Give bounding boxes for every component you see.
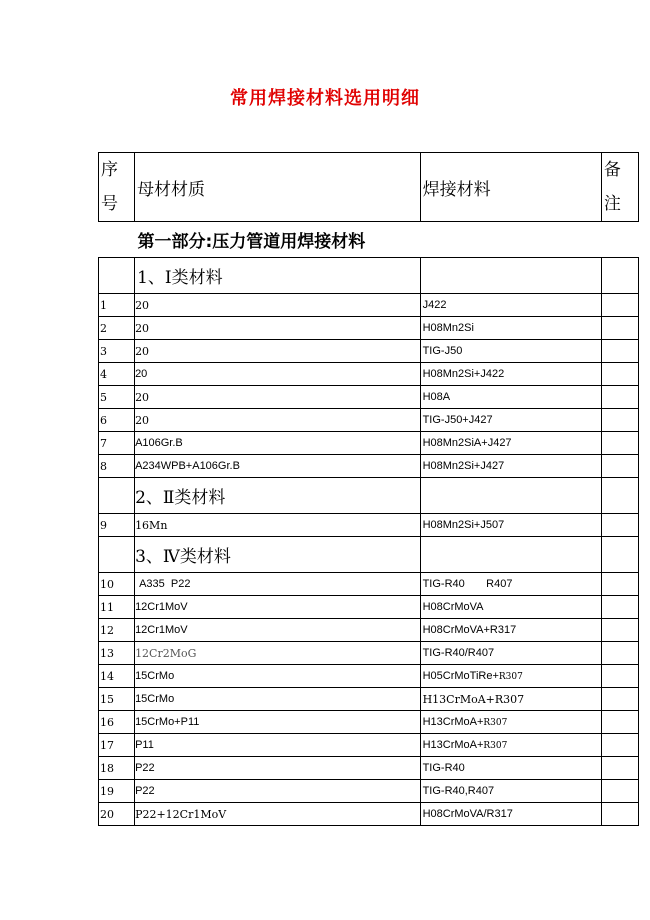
table-header-row	[99, 153, 639, 222]
category-1-label: 1、Ⅰ类材料	[135, 258, 421, 294]
table-row: 13 12Cr2MoG TIG-R40/R407	[99, 642, 639, 665]
category-2-label: 2、Ⅱ类材料	[135, 478, 421, 514]
table-row: 3 20 TIG-J50	[99, 340, 639, 363]
header-weld-material: 焊接材料	[420, 153, 601, 222]
table-row: 5 20 H08A	[99, 386, 639, 409]
table-row: 12 12Cr1MoV H08CrMoVA+R317	[99, 619, 639, 642]
header-base-material: 母材材质	[135, 153, 421, 222]
header-note: 备 注	[601, 153, 638, 222]
table-row: 14 15CrMo H05CrMoTiRe+R307	[99, 665, 639, 688]
document-title: 常用焊接材料选用明细	[230, 88, 420, 109]
table-row: 20 P22+12Cr1MoV H08CrMoVA/R317	[99, 803, 639, 826]
table-row: 4 20 H08Mn2Si+J422	[99, 363, 639, 386]
part1-heading: 第一部分:压力管道用焊接材料	[137, 232, 366, 252]
table-row: 16 15CrMo+P11 H13CrMoA+R307	[99, 711, 639, 734]
category-row	[99, 537, 639, 573]
table-row: 7 A106Gr.B H08Mn2SiA+J427	[99, 432, 639, 455]
header-seq: 序 号	[99, 153, 135, 222]
table-row: 9 16Mn H08Mn2Si+J507	[99, 514, 639, 537]
welding-materials-table	[98, 152, 639, 826]
table-row: 6 20 TIG-J50+J427	[99, 409, 639, 432]
category-row	[99, 258, 639, 294]
table-row: 19 P22 TIG-R40,R407	[99, 780, 639, 803]
table-row: 8 A234WPB+A106Gr.B H08Mn2Si+J427	[99, 455, 639, 478]
category-row	[99, 478, 639, 514]
table-row: 15 15CrMo H13CrMoA+R307	[99, 688, 639, 711]
table-row: 18 P22 TIG-R40	[99, 757, 639, 780]
section-heading-row	[99, 222, 639, 258]
category-3-label: 3、Ⅳ类材料	[135, 537, 421, 573]
table-row: 11 12Cr1MoV H08CrMoVA	[99, 596, 639, 619]
table-row: 1 20 J422	[99, 294, 639, 317]
table-row: 17 P11 H13CrMoA+R307	[99, 734, 639, 757]
table-row: 2 20 H08Mn2Si	[99, 317, 639, 340]
table-row: 10 A335 P22 TIG-R40 R407	[99, 573, 639, 596]
